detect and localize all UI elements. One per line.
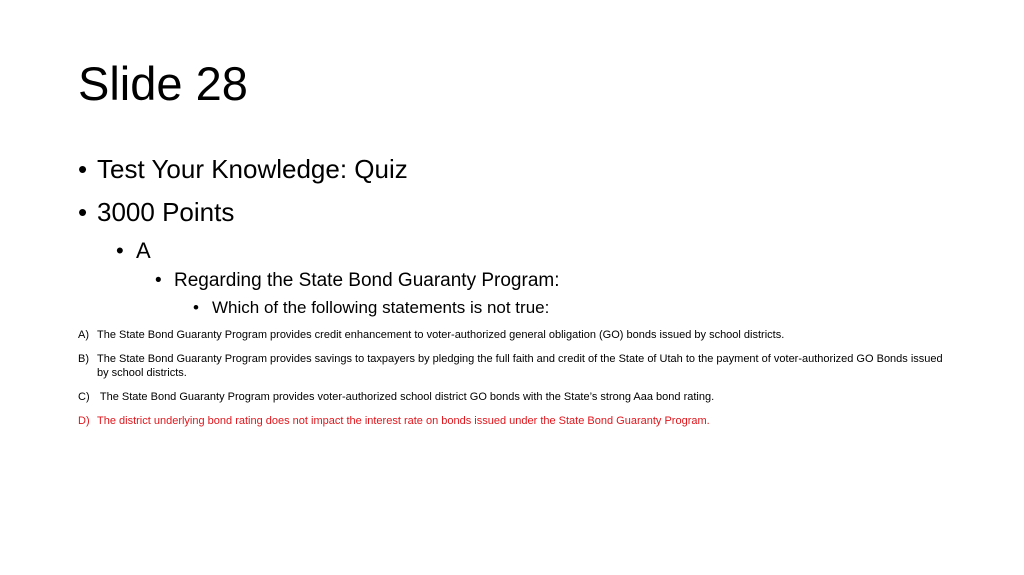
- bullet-points: [78, 197, 234, 228]
- bullet-topic: [155, 270, 560, 292]
- bullet-dot-icon: •: [78, 197, 88, 227]
- option-b: [78, 352, 948, 380]
- option-letter: A): [78, 329, 89, 341]
- bullet-question: [193, 298, 549, 318]
- option-c: [78, 390, 948, 404]
- option-letter: D): [78, 415, 90, 427]
- bullet-text: Test Your Knowledge: Quiz: [97, 154, 408, 184]
- option-letter: C): [78, 391, 90, 403]
- bullet-quiz: [78, 154, 408, 185]
- bullet-text: A: [136, 238, 151, 263]
- option-d-correct: [78, 414, 948, 428]
- bullet-dot-icon: •: [193, 298, 199, 317]
- option-a: [78, 328, 948, 342]
- option-text: The State Bond Guaranty Program provides voter-authorized school district GO bonds with the State’s strong Aaa bond rating.: [97, 391, 715, 403]
- bullet-text: 3000 Points: [97, 197, 235, 227]
- option-text: The State Bond Guaranty Program provides credit enhancement to voter-authorized general obligation (GO) bonds issued by school districts.: [97, 329, 785, 341]
- option-letter: B): [78, 353, 89, 365]
- bullet-dot-icon: •: [155, 270, 162, 291]
- bullet-dot-icon: •: [116, 238, 124, 263]
- slide-title: Slide 28: [78, 57, 248, 110]
- option-text: The district underlying bond rating does not impact the interest rate on bonds issued under the State Bond Guaranty Program.: [97, 415, 710, 427]
- bullet-dot-icon: •: [78, 154, 88, 184]
- bullet-answer: [116, 238, 151, 264]
- option-text: The State Bond Guaranty Program provides savings to taxpayers by pledging the full faith and credit of the State of Utah to the payment of voter-authorized GO Bonds issued by school districts.: [97, 353, 943, 379]
- bullet-text: Regarding the State Bond Guaranty Program:: [174, 270, 560, 291]
- bullet-text: Which of the following statements is not true:: [212, 298, 550, 317]
- answer-options: [78, 328, 948, 438]
